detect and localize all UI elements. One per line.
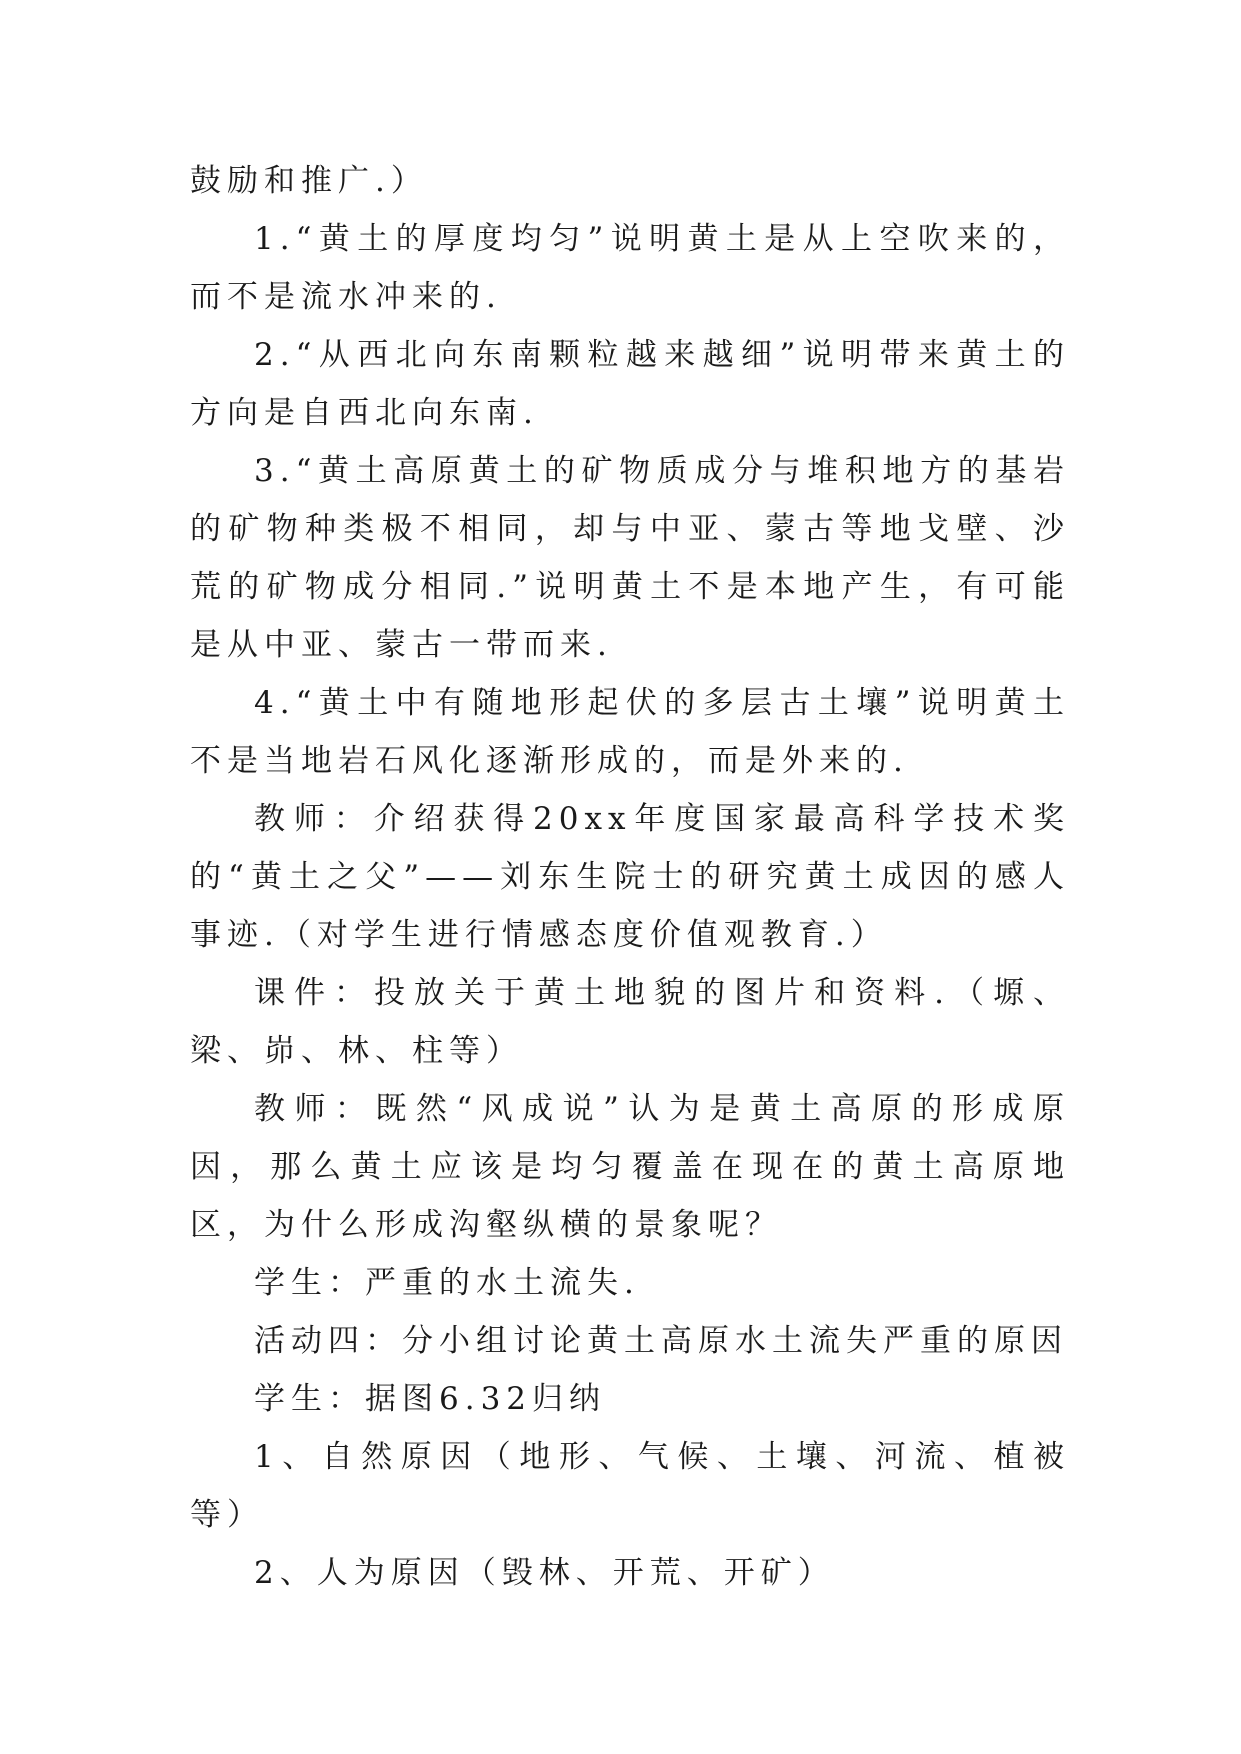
paragraph-natural-causes: 1、自然原因（地形、气候、土壤、河流、植被等） [190, 1439, 1070, 1533]
paragraph-point-2: 2.“从西北向东南颗粒越来越细”说明带来黄土的方向是自西北向东南. [190, 337, 1070, 431]
paragraph-student-answer: 学生：严重的水土流失. [254, 1265, 640, 1301]
paragraph-activity-4: 活动四：分小组讨论黄土高原水土流失严重的原因 [254, 1323, 1068, 1359]
paragraph-student-summary: 学生：据图6.32归纳 [254, 1381, 607, 1417]
paragraph-point-4: 4.“黄土中有随地形起伏的多层古土壤”说明黄土不是当地岩石风化逐渐形成的，而是外来的. [190, 685, 1070, 779]
paragraph-continuation: 鼓励和推广.） [190, 163, 428, 199]
paragraph-point-1: 1.“黄土的厚度均匀”说明黄土是从上空吹来的，而不是流水冲来的. [190, 221, 1070, 315]
paragraph-human-causes: 2、人为原因（毁林、开荒、开矿） [254, 1555, 835, 1591]
paragraph-teacher-question: 教师：既然“风成说”认为是黄土高原的形成原因，那么黄土应该是均匀覆盖在现在的黄土高原地区，为什么形成沟壑纵横的景象呢？ [190, 1091, 1070, 1243]
paragraph-courseware: 课件：投放关于黄土地貌的图片和资料.（塬、梁、峁、林、柱等） [190, 975, 1070, 1069]
document-body [190, 152, 1070, 1602]
paragraph-teacher-intro: 教师：介绍获得20xx年度国家最高科学技术奖的“黄土之父”——刘东生院士的研究黄土成因的感人事迹.（对学生进行情感态度价值观教育.） [190, 801, 1070, 953]
paragraph-point-3: 3.“黄土高原黄土的矿物质成分与堆积地方的基岩的矿物种类极不相同，却与中亚、蒙古等地戈壁、沙荒的矿物成分相同.”说明黄土不是本地产生，有可能是从中亚、蒙古一带而来. [190, 453, 1070, 663]
